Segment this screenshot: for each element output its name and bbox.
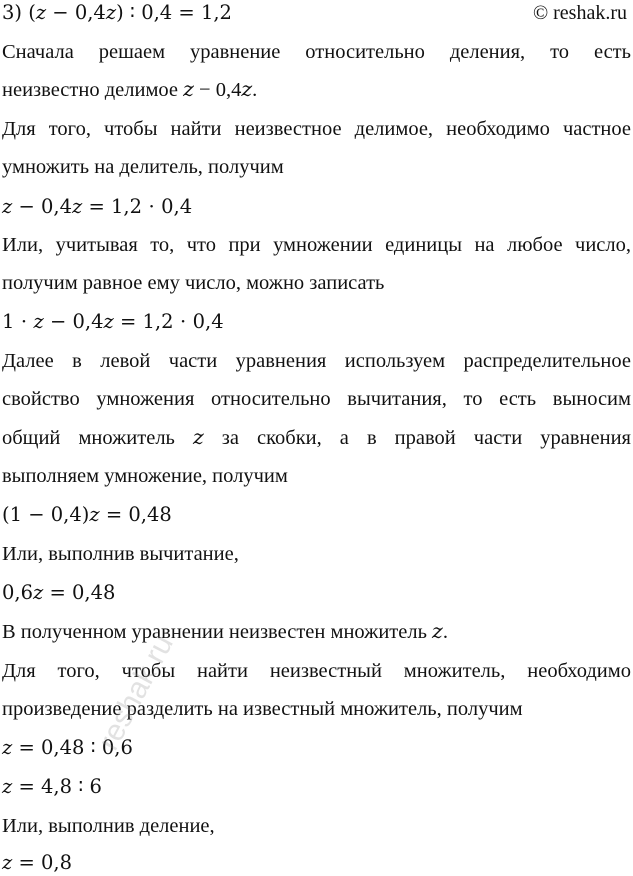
text-line-7: получим равное ему число, можно записать [2, 272, 385, 294]
text-line-18: произведение разделить на известный множитель, получим [2, 698, 523, 720]
equation-1: 𝑧 − 0,4𝑧 = 1,2 ⋅ 0,4 [2, 195, 193, 218]
text-line-2: неизвестно делимое 𝑧 − 0,4𝑧. [2, 79, 258, 101]
text-line-14: Или, выполнив вычитание, [2, 543, 239, 565]
watermark-text: reshak.ru [92, 629, 180, 756]
equation-3: (1 − 0,4)𝑧 = 0,48 [2, 503, 172, 526]
equation-5: 𝑧 = 0,48 ∶ 0,6 [2, 736, 133, 759]
task-header: 3) (𝑧 − 0,4𝑧) ∶ 0,4 = 1,2 [2, 1, 232, 24]
text-line-9: Далее в левой части уравнения используем распределительное [2, 350, 631, 372]
equation-2: 1 ⋅ 𝑧 − 0,4𝑧 = 1,2 ⋅ 0,4 [2, 310, 224, 333]
equation-4: 0,6𝑧 = 0,48 [2, 581, 116, 604]
text-line-21: Или, выполнив деление, [2, 815, 215, 837]
equation-6: 𝑧 = 4,8 ∶ 6 [2, 775, 102, 798]
text-line-6: Или, учитывая то, что при умножении единицы на любое число, [2, 234, 631, 256]
text-line-17: Для того, чтобы найти неизвестный множитель, необходимо [2, 660, 631, 682]
text-line-4: умножить на делитель, получим [2, 156, 284, 178]
text-line-3: Для того, чтобы найти неизвестное делимое, необходимо частное [2, 118, 631, 140]
copyright-label: © reshak.ru [532, 2, 627, 24]
text-line-12: выполняем умножение, получим [2, 465, 288, 487]
text-line-1: Сначала решаем уравнение относительно деления, то есть [2, 41, 631, 63]
text-line-10: свойство умножения относительно вычитания, то есть выносим [2, 388, 631, 410]
equation-7: 𝑧 = 0,8 [2, 851, 73, 874]
text-line-11: общий множитель 𝑧 за скобки, а в правой части уравнения [2, 427, 631, 449]
text-line-16: В полученном уравнении неизвестен множитель 𝑧. [2, 621, 448, 643]
